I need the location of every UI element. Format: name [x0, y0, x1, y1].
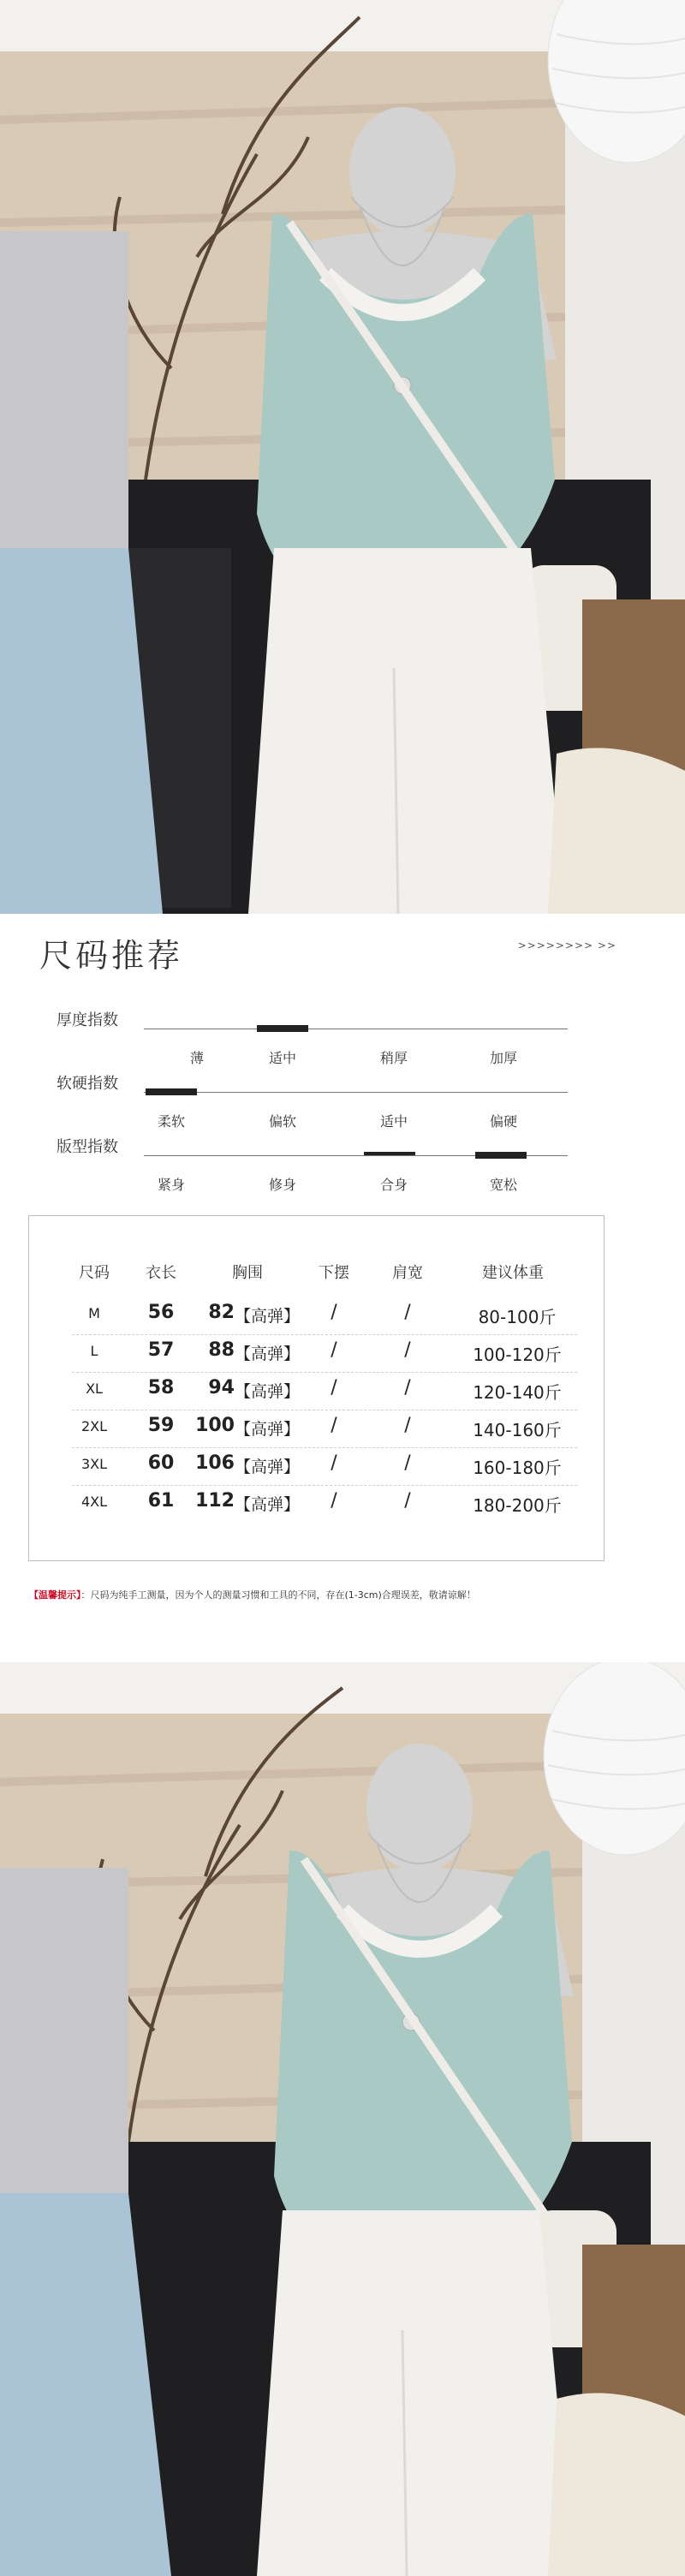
header-size: 尺码: [79, 1264, 110, 1282]
cell-size: 3XL: [80, 1456, 108, 1472]
cell-length: 57: [147, 1339, 175, 1361]
scale-thickness: [0, 1008, 685, 1066]
product-photo-bottom: [0, 1662, 685, 2576]
cell-length: 60: [147, 1452, 175, 1474]
header-chest: 胸围: [232, 1264, 263, 1282]
cell-weight: 120-140斤: [473, 1382, 562, 1403]
cell-length: 59: [147, 1415, 175, 1436]
photo-illustration: [0, 1662, 685, 2576]
scale-indicator: [475, 1152, 527, 1159]
cell-hem: /: [331, 1415, 337, 1436]
cell-chest-note: 【高弹】: [235, 1345, 301, 1363]
table-row: [29, 1374, 604, 1410]
cell-chest-note: 【高弹】: [235, 1307, 301, 1326]
note-tag: 【温馨提示】: [29, 1589, 81, 1601]
cell-size: 4XL: [80, 1494, 108, 1510]
cell-weight: 100-120斤: [473, 1345, 562, 1365]
scale-title: 软硬指数: [57, 1075, 118, 1093]
cell-shoulder: /: [404, 1339, 411, 1361]
cell-shoulder: /: [404, 1302, 411, 1323]
cell-chest: 82: [208, 1302, 235, 1323]
cell-size: XL: [86, 1380, 103, 1397]
cell-weight: 180-200斤: [473, 1495, 562, 1516]
header-hem: 下摆: [319, 1264, 349, 1282]
scale-option: 稍厚: [379, 1050, 408, 1066]
cell-hem: /: [331, 1377, 337, 1398]
cell-chest-note: 【高弹】: [235, 1382, 301, 1401]
cell-size: 2XL: [80, 1418, 108, 1434]
cell-length: 58: [147, 1377, 175, 1398]
header-weight: 建议体重: [482, 1264, 544, 1282]
scale-option: 适中: [268, 1050, 296, 1066]
header-length: 衣长: [146, 1264, 176, 1282]
cell-shoulder: /: [404, 1377, 411, 1398]
cell-shoulder: /: [404, 1415, 411, 1436]
cell-hem: /: [331, 1490, 337, 1512]
cell-chest: 88: [208, 1339, 235, 1361]
cell-chest: 94: [208, 1377, 235, 1398]
more-arrows: >>>>>>>> >>: [517, 939, 616, 951]
scale-option: 柔软: [157, 1113, 185, 1130]
table-row: [29, 1298, 604, 1334]
size-recommendation-section: [0, 914, 685, 1662]
scale-indicator: [146, 1088, 197, 1095]
cell-chest: 112: [195, 1490, 235, 1512]
row-divider: [72, 1334, 577, 1335]
size-table: [28, 1215, 605, 1561]
cell-size: M: [88, 1305, 100, 1321]
cell-chest-note: 【高弹】: [235, 1495, 301, 1514]
table-row: [29, 1449, 604, 1485]
scale-option: 修身: [268, 1177, 296, 1193]
scale-fit: [0, 1135, 685, 1193]
cell-size: L: [90, 1343, 98, 1359]
scale-title: 版型指数: [57, 1138, 118, 1156]
scale-option: 薄: [189, 1050, 204, 1066]
header-shoulder: 肩宽: [392, 1264, 423, 1282]
row-divider: [72, 1485, 577, 1486]
scale-indicator: [257, 1025, 308, 1032]
cell-weight: 140-160斤: [473, 1420, 562, 1440]
scale-option: 偏软: [268, 1113, 296, 1130]
cell-length: 56: [147, 1302, 175, 1323]
note-text: ：尺码为纯手工测量，因为个人的测量习惯和工具的不同，存在(1-3cm)合理误差，敬请谅解！: [80, 1589, 476, 1601]
scale-softness: [0, 1071, 685, 1130]
scale-option: 适中: [379, 1113, 408, 1130]
photo-illustration: [0, 0, 685, 914]
section-title: 尺码推荐: [39, 937, 184, 975]
table-row: [29, 1336, 604, 1372]
scale-option: 加厚: [489, 1050, 517, 1066]
cell-shoulder: /: [404, 1490, 411, 1512]
cell-length: 61: [147, 1490, 175, 1512]
scale-title: 厚度指数: [57, 1011, 118, 1029]
scale-option: 偏硬: [489, 1113, 517, 1130]
cell-chest: 106: [195, 1452, 235, 1474]
row-divider: [72, 1447, 577, 1448]
cell-chest-note: 【高弹】: [235, 1420, 301, 1439]
scale-indicator-light: [364, 1152, 415, 1155]
cell-hem: /: [331, 1339, 337, 1361]
scale-option: 紧身: [157, 1177, 185, 1193]
cell-weight: 80-100斤: [478, 1307, 557, 1327]
cell-hem: /: [331, 1452, 337, 1474]
scale-line: [144, 1092, 568, 1093]
row-divider: [72, 1372, 577, 1373]
cell-chest-note: 【高弹】: [235, 1458, 301, 1476]
cell-shoulder: /: [404, 1452, 411, 1474]
scale-option: 合身: [379, 1177, 408, 1193]
cell-hem: /: [331, 1302, 337, 1323]
scale-option: 宽松: [489, 1177, 517, 1193]
product-photo-top: [0, 0, 685, 914]
cell-weight: 160-180斤: [473, 1458, 562, 1478]
table-row: [29, 1411, 604, 1447]
cell-chest: 100: [195, 1415, 235, 1436]
measurement-note: [29, 1588, 663, 1601]
table-row: [29, 1487, 604, 1523]
